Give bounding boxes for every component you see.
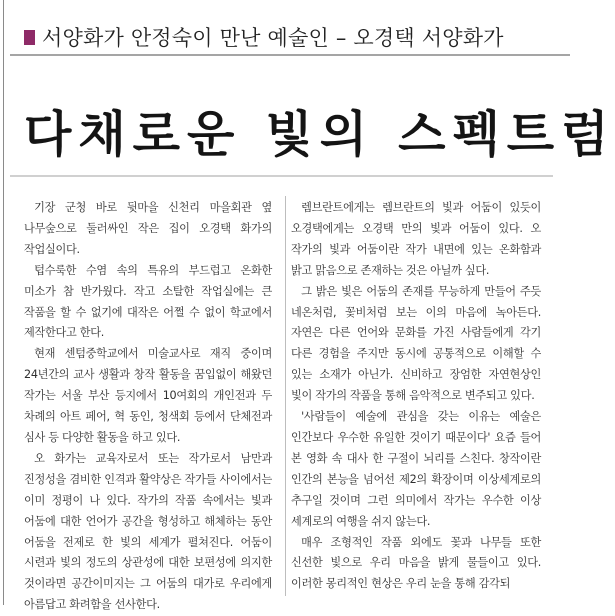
section-header [10, 6, 570, 56]
article-column-left [24, 198, 272, 616]
column-divider [285, 196, 286, 596]
page-left-edge-rule [3, 0, 4, 605]
paragraph: 매우 조형적인 작품 외에도 꽃과 나무들 또한 신선한 빛으로 우리 마음을 밝게 물들이고 있다. 이러한 몽리적인 현상은 우리 눈을 통해 감각되 [291, 535, 541, 591]
section-marker-icon [24, 30, 35, 45]
paragraph: 기장 군청 바로 뒷마을 신천리 마을회관 옆 나무숲으로 둘러싸인 작은 집이 오경택 화가의 작업실이다. [24, 201, 272, 256]
paragraph: 오 화가는 교육자로서 또는 작가로서 남만과 진정성을 겸비한 인격과 활약상은 작가들 사이에서는 이미 정평이 나 있다. 작가의 작품 속에서는 빛과 어둠에 대한 언어가 공간을 형성하고 해체하는 동안 어둠을 전제로 한 빛의 세계가 펼쳐진다. 어둠이 시련과 빛의 정도의 상관성에 대한 보편성에 의지한 것이라면 공간이미지는 그 어둠의 대가로 우리에게 아름답고 화려함을 선사한다. [24, 451, 272, 612]
paragraph: 그 밝은 빛은 어둠의 존재를 무능하게 만들어 주듯 네온처럼, 꽃비처럼 보는 이의 마음에 녹아든다. 자연은 다른 언어와 문화를 가진 사람들에게 각기 다른 경험을 주지만 동시에 공통적으로 이해할 수 있는 소재가 아닌가. 신비하고 장엄한 자연현상인 빛이 작가의 작품을 통해 음악적으로 변주되고 있다. [291, 284, 541, 403]
paragraph: 텁수룩한 수염 속의 특유의 부드럽고 온화한 미소가 참 반가웠다. 작고 소탈한 작업실에는 큰 작품을 할 수 없기에 대작은 어쩔 수 없이 학교에서 제작한다고 한다. [24, 263, 272, 340]
article-headline: 다채로운 빛의 스펙트럼 [24, 105, 615, 163]
paragraph: '사람들이 예술에 관심을 갖는 이유는 예술은 인간보다 우수한 유일한 것이기 때문이다' 요즘 들어 본 영화 속 대사 한 구절이 뇌리를 스친다. 창작이란 인간의 본능을 넘어선 제2의 확장이며 이상세계로의 추구일 것이며 그런 의미에서 작가는 우수한 이상 세계로의 여행을 쉬지 않는다. [291, 410, 541, 528]
paragraph: 렘브란트에게는 렘브란트의 빛과 어둠이 있듯이 오경택에게는 오경택 만의 빛과 어둠이 있다. 오 작가의 빛과 어둠이란 작가 내면에 있는 온화함과 밝고 맑음으로 존재하는 것은 아닐까 싶다. [291, 201, 541, 277]
section-title: 서양화가 안정숙이 만난 예술인 – 오경택 서양화가 [42, 26, 504, 50]
paragraph: 현재 센텀중학교에서 미술교사로 재직 중이며 24년간의 교사 생활과 창작 활동을 꿈입없이 해왔던 작가는 서울 부산 등지에서 10여회의 개인전과 두 차례의 아트 페어, 혁 동인, 청색회 등에서 단체전과 심사 등 다양한 활동을 하고 있다. [24, 347, 272, 444]
article-column-right [291, 198, 541, 595]
headline-divider [10, 175, 553, 177]
